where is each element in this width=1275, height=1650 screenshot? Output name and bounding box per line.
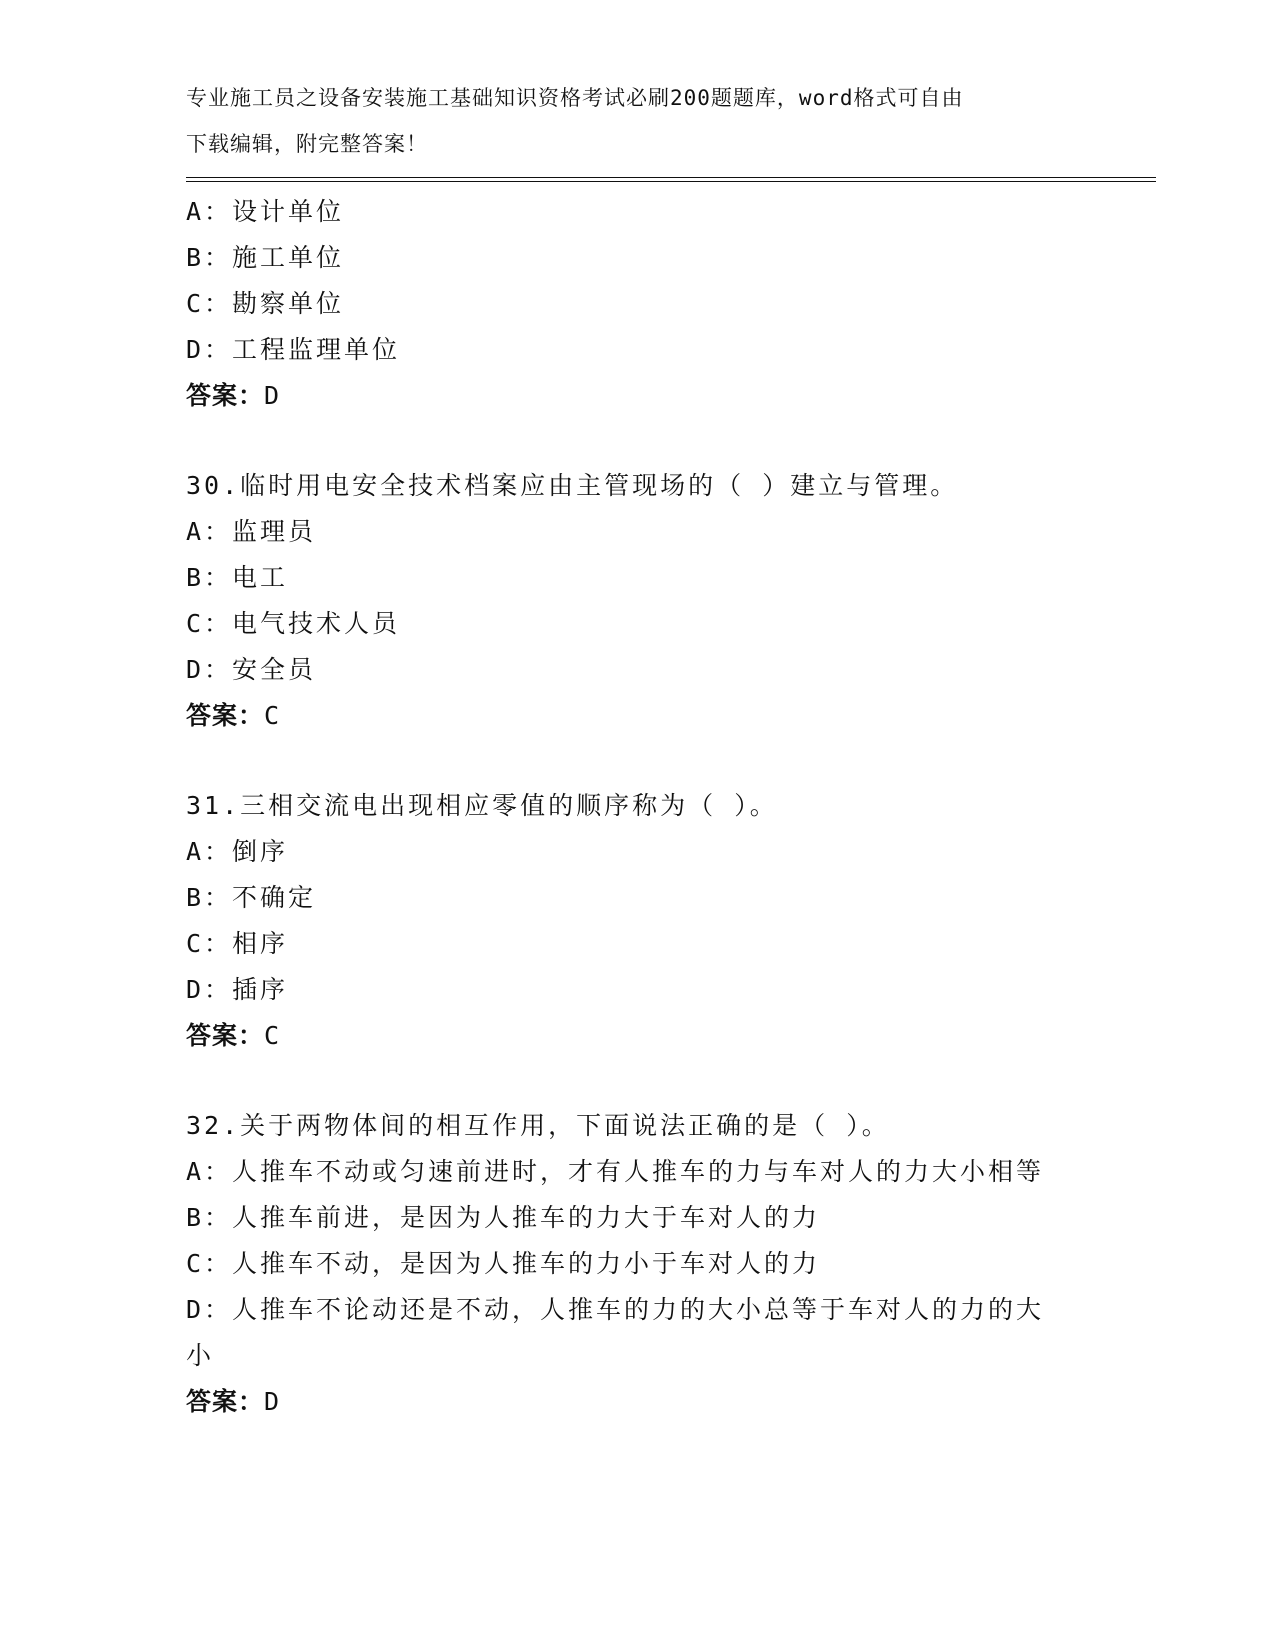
answer-label: 答案： [186, 381, 265, 410]
header-title-line-2: 下载编辑，附完整答案！ [186, 132, 428, 156]
header-divider-bottom [186, 181, 1156, 182]
option-b: B：不确定 [186, 883, 317, 912]
answer-line [186, 373, 1086, 419]
question-block-30 [186, 463, 1086, 739]
answer-value: D [264, 1387, 281, 1416]
option-c: C：电气技术人员 [186, 609, 401, 638]
answer-label: 答案： [186, 1021, 265, 1050]
answer-line [186, 1379, 1086, 1425]
header-title-line-1: 专业施工员之设备安装施工基础知识资格考试必刷200题题库，word格式可自由 [186, 86, 964, 110]
question-text: 30.临时用电安全技术档案应由主管现场的（ ）建立与管理。 [186, 471, 959, 500]
header-divider-top [186, 177, 1156, 178]
answer-value: D [264, 381, 281, 410]
question-block-31 [186, 783, 1086, 1059]
option-d: D：人推车不论动还是不动，人推车的力的大小总等于车对人的力的大 [186, 1295, 1045, 1324]
question-text: 31.三相交流电出现相应零值的顺序称为（ ）。 [186, 791, 778, 820]
option-c: C：相序 [186, 929, 289, 958]
question-block-32 [186, 1103, 1086, 1425]
option-d-continuation: 小 [186, 1341, 215, 1370]
option-a: A：人推车不动或匀速前进时，才有人推车的力与车对人的力大小相等 [186, 1157, 1045, 1186]
option-c: C：勘察单位 [186, 289, 345, 318]
question-list [186, 189, 1086, 1425]
option-b: B：电工 [186, 563, 289, 592]
option-a: A：倒序 [186, 837, 289, 866]
option-b: B：施工单位 [186, 243, 345, 272]
option-d: D：插序 [186, 975, 289, 1004]
document-header [186, 75, 1086, 167]
answer-line [186, 693, 1086, 739]
answer-value: C [264, 701, 281, 730]
option-d: D：工程监理单位 [186, 335, 401, 364]
spacer [186, 739, 1086, 783]
answer-label: 答案： [186, 701, 265, 730]
option-d: D：安全员 [186, 655, 317, 684]
option-a: A：设计单位 [186, 197, 345, 226]
answer-label: 答案： [186, 1387, 265, 1416]
answer-value: C [264, 1021, 281, 1050]
option-b: B：人推车前进，是因为人推车的力大于车对人的力 [186, 1203, 821, 1232]
question-block-29 [186, 189, 1086, 419]
spacer [186, 419, 1086, 463]
option-a: A：监理员 [186, 517, 317, 546]
option-c: C：人推车不动，是因为人推车的力小于车对人的力 [186, 1249, 821, 1278]
question-text: 32.关于两物体间的相互作用，下面说法正确的是（ ）。 [186, 1111, 890, 1140]
spacer [186, 1059, 1086, 1103]
answer-line [186, 1013, 1086, 1059]
